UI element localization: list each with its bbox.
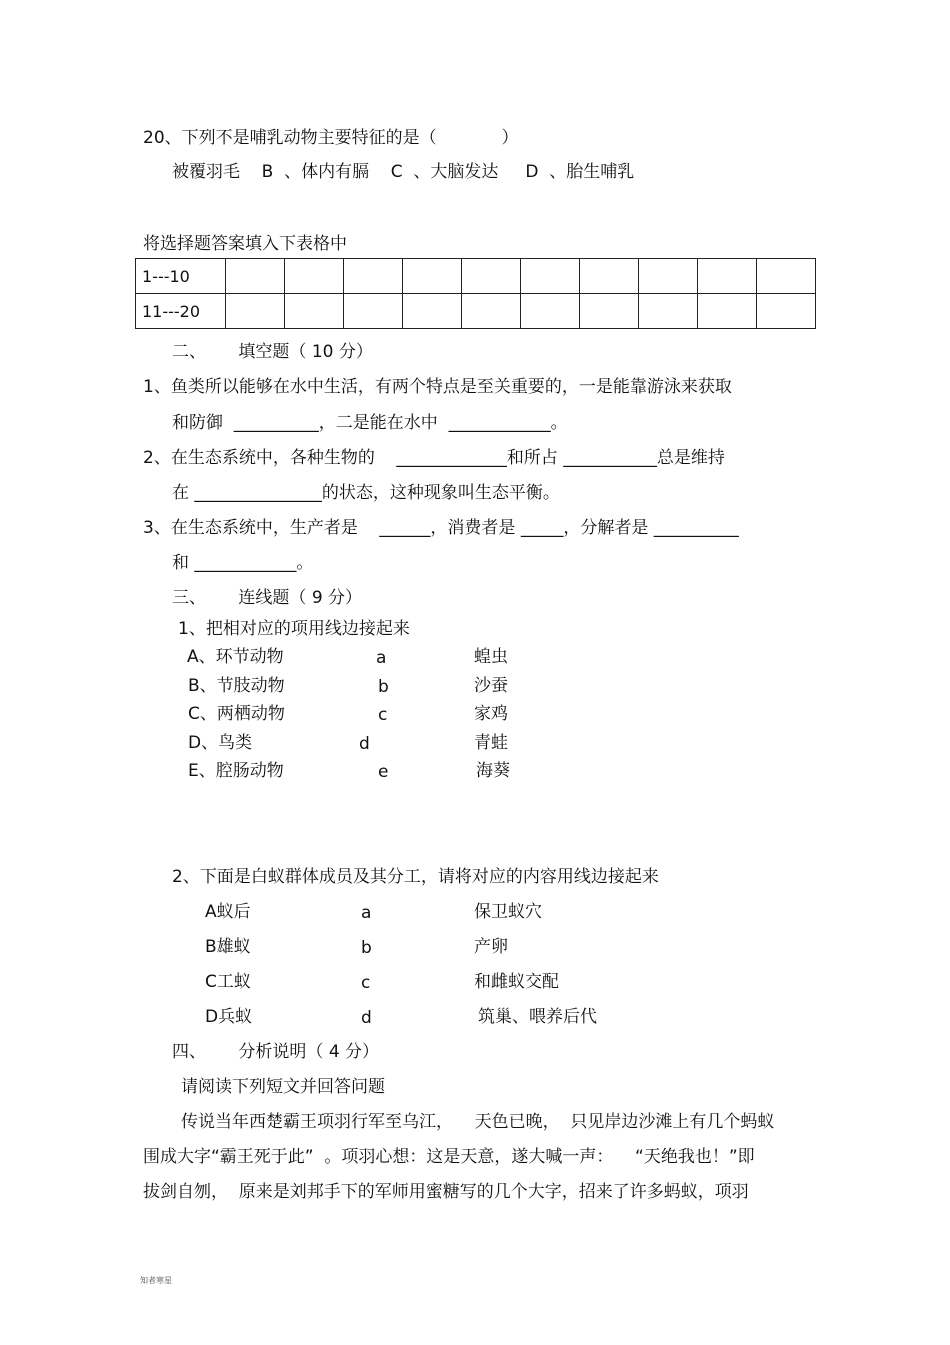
match-q2-right: 筑巢、喂养后代 xyxy=(478,1007,597,1027)
answer-row-label: 1---10 xyxy=(136,259,226,294)
answer-cell[interactable] xyxy=(344,294,403,329)
answer-table xyxy=(135,258,816,329)
section4-para-line3: 拔剑自刎， 原来是刘邦手下的军师用蜜糖写的几个大字，招来了许多蚂蚁，项羽 xyxy=(143,1182,749,1202)
match-q1-right: 家鸡 xyxy=(474,704,508,724)
answer-cell[interactable] xyxy=(521,294,580,329)
answer-cell[interactable] xyxy=(462,294,521,329)
answer-cell[interactable] xyxy=(285,294,344,329)
match-q1-title: 1、把相对应的项用线边接起来 xyxy=(178,619,410,639)
answer-row xyxy=(136,294,816,329)
match-q1-left: E、腔肠动物 xyxy=(188,761,284,781)
match-q2-right: 和雌蚁交配 xyxy=(474,972,559,992)
answer-cell[interactable] xyxy=(757,294,816,329)
match-q1-left: C、两栖动物 xyxy=(188,704,285,724)
match-q1-mid: b xyxy=(378,677,389,697)
match-q1-right: 蝗虫 xyxy=(474,647,508,667)
match-q1-right: 海葵 xyxy=(476,761,510,781)
answer-cell[interactable] xyxy=(226,259,285,294)
answer-cell[interactable] xyxy=(757,259,816,294)
fill-q3-line1: 3、在生态系统中，生产者是 ______，消费者是 _____，分解者是 __________ xyxy=(143,518,739,538)
fill-q1-line2: 和防御 __________，二是能在水中 ____________。 xyxy=(172,413,568,433)
answer-cell[interactable] xyxy=(698,294,757,329)
match-q1-left: D、鸟类 xyxy=(188,733,253,753)
answer-row-label: 11---20 xyxy=(136,294,226,329)
answer-cell[interactable] xyxy=(521,259,580,294)
section4-intro: 请阅读下列短文并回答问题 xyxy=(181,1077,385,1097)
answer-cell[interactable] xyxy=(698,259,757,294)
match-q1-right: 沙蚕 xyxy=(474,676,508,696)
q20-options: 被覆羽毛 B 、体内有膈 C 、大脑发达 D 、胎生哺乳 xyxy=(172,162,635,182)
fill-q3-line2: 和 ____________。 xyxy=(172,553,314,573)
answer-cell[interactable] xyxy=(226,294,285,329)
match-q2-left: C工蚁 xyxy=(205,972,251,992)
answer-cell[interactable] xyxy=(580,259,639,294)
match-q2-title: 2、下面是白蚁群体成员及其分工，请将对应的内容用线边接起来 xyxy=(172,867,659,887)
match-q1-left: A、环节动物 xyxy=(187,647,284,667)
answer-cell[interactable] xyxy=(285,259,344,294)
match-q1-right: 青蛙 xyxy=(474,733,508,753)
match-q1-mid: c xyxy=(378,705,388,725)
section2-heading: 二、 填空题（ 10 分） xyxy=(172,342,373,362)
match-q1-left: B、节肢动物 xyxy=(188,676,285,696)
q20-stem: 20、下列不是哺乳动物主要特征的是（ ） xyxy=(143,128,519,148)
match-q2-mid: a xyxy=(361,903,372,923)
answer-cell[interactable] xyxy=(403,259,462,294)
answer-row xyxy=(136,259,816,294)
fill-q1-line1: 1、鱼类所以能够在水中生活，有两个特点是至关重要的，一是能靠游泳来获取 xyxy=(143,377,732,397)
match-q1-mid: d xyxy=(359,734,370,754)
page-footer: 知者寒星 xyxy=(140,1276,172,1285)
match-q2-mid: b xyxy=(361,938,372,958)
match-q2-mid: c xyxy=(361,973,371,993)
answer-cell[interactable] xyxy=(403,294,462,329)
match-q2-left: B雄蚁 xyxy=(205,937,251,957)
match-q1-mid: a xyxy=(376,648,387,668)
section4-para-line2: 围成大字“霸王死于此” 。项羽心想：这是天意，遂大喊一声： “天绝我也！”即 xyxy=(143,1147,755,1167)
answer-cell[interactable] xyxy=(639,294,698,329)
answer-cell[interactable] xyxy=(462,259,521,294)
answer-cell[interactable] xyxy=(344,259,403,294)
fill-q2-line1: 2、在生态系统中，各种生物的 _____________和所占 ___________总是维持 xyxy=(143,448,725,468)
match-q1-mid: e xyxy=(378,762,389,782)
match-q2-mid: d xyxy=(361,1008,372,1028)
fill-q2-line2: 在 _______________的状态，这种现象叫生态平衡。 xyxy=(172,483,560,503)
answer-cell[interactable] xyxy=(639,259,698,294)
match-q2-right: 保卫蚁穴 xyxy=(474,902,542,922)
answer-cell[interactable] xyxy=(580,294,639,329)
section4-para-line1: 传说当年西楚霸王项羽行军至乌江， 天色已晚， 只见岸边沙滩上有几个蚂蚁 xyxy=(181,1112,775,1132)
match-q2-left: A蚁后 xyxy=(205,902,251,922)
section4-heading: 四、 分析说明（ 4 分） xyxy=(172,1042,380,1062)
section3-heading: 三、 连线题（ 9 分） xyxy=(172,588,363,608)
answer-table-caption: 将选择题答案填入下表格中 xyxy=(143,234,347,254)
match-q2-left: D兵蚁 xyxy=(205,1007,253,1027)
match-q2-right: 产卵 xyxy=(474,937,508,957)
